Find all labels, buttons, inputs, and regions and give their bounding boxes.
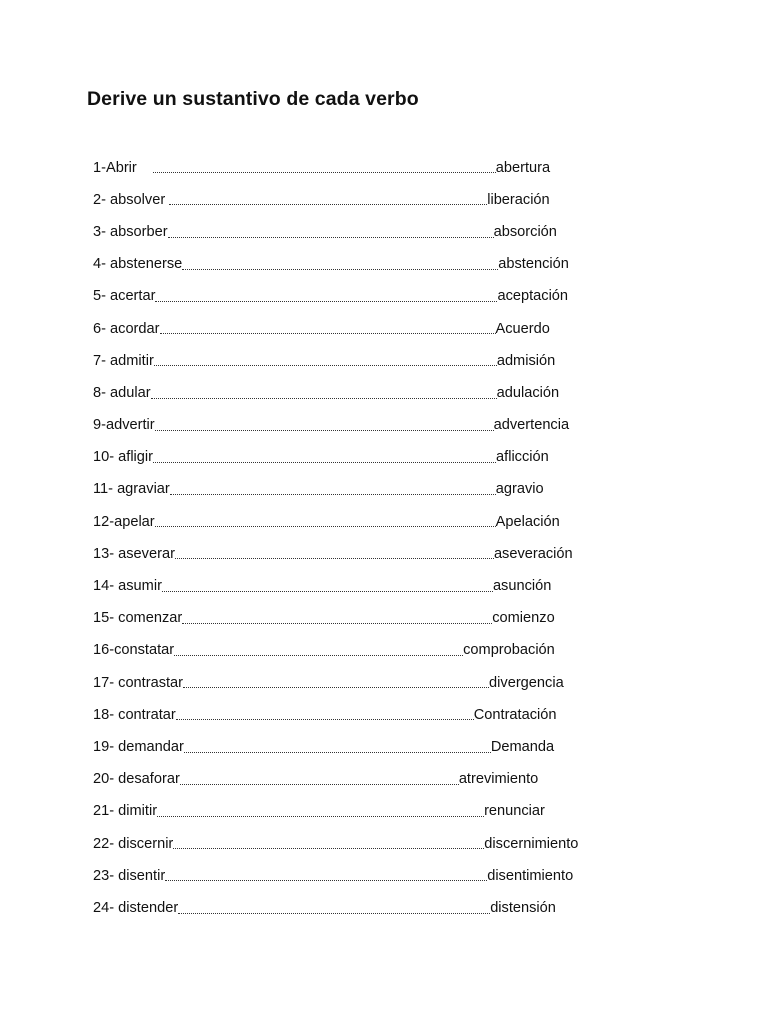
dotted-leader [178,913,490,914]
verb-noun-list [93,143,633,916]
noun-answer: Apelación [495,513,560,530]
list-item [93,658,633,690]
dotted-leader [165,880,487,881]
dotted-leader [154,365,497,366]
list-item [93,368,633,400]
dotted-leader [176,719,474,720]
dotted-leader [183,687,489,688]
dotted-leader [157,816,484,817]
dotted-leader [182,269,498,270]
noun-answer: discernimiento [484,835,579,852]
verb-label: 11- agraviar [93,481,170,498]
verb-label: 19- demandar [93,738,184,755]
list-item [93,787,633,819]
noun-answer: divergencia [489,674,564,691]
dotted-leader [155,526,496,527]
verb-label: 10- afligir [93,449,154,466]
list-item [93,207,633,239]
verb-label: 21- dimitir [93,803,158,820]
noun-answer: disentimiento [487,867,574,884]
dotted-leader [174,655,463,656]
verb-label: 6- acordar [93,320,160,337]
verb-label: 5- acertar [93,288,156,305]
noun-answer: aseveración [493,545,573,562]
verb-label: 20- desaforar [93,771,180,788]
list-item [93,497,633,529]
list-item [93,819,633,851]
verb-label: 4- abstenerse [93,256,183,273]
verb-label: 9-advertir [93,417,155,434]
dotted-leader [180,784,459,785]
list-item [93,272,633,304]
verb-label: 18- contratar [93,706,176,723]
dotted-leader [184,752,491,753]
list-item [93,690,633,722]
dotted-leader [170,494,496,495]
list-item [93,304,633,336]
verb-label: 8- adular [93,384,151,401]
verb-label: 3- absorber [93,223,168,240]
list-item [93,755,633,787]
verb-label: 16-constatar [93,642,175,659]
dotted-leader [160,333,496,334]
list-item [93,433,633,465]
list-item [93,143,633,175]
list-item [93,851,633,883]
noun-answer: Acuerdo [495,320,550,337]
noun-answer: Demanda [490,738,555,755]
noun-answer: absorción [493,223,557,240]
verb-label: 23- disentir [93,867,166,884]
list-item [93,529,633,561]
dotted-leader [155,301,497,302]
noun-answer: adulación [496,384,560,401]
verb-label: 24- distender [93,899,179,916]
dotted-leader [175,558,494,559]
list-item [93,401,633,433]
noun-answer: advertencia [493,417,570,434]
verb-label: 22- discernir [93,835,174,852]
noun-answer: comprobación [463,642,555,659]
noun-answer: Contratación [473,706,557,723]
noun-answer: agravio [495,481,544,498]
list-item [93,240,633,272]
verb-label: 12-apelar [93,513,155,530]
dotted-leader [151,398,497,399]
dotted-leader [155,430,494,431]
noun-answer: comienzo [492,610,555,627]
noun-answer: atrevimiento [458,771,539,788]
verb-label: 13- aseverar [93,545,175,562]
dotted-leader [162,591,493,592]
noun-answer: abertura [495,159,551,176]
dotted-leader [153,172,496,173]
noun-answer: abstención [498,256,569,273]
dotted-leader [169,204,487,205]
dotted-leader [173,848,484,849]
list-item [93,883,633,915]
list-item [93,594,633,626]
noun-answer: liberación [487,191,550,208]
page-title: Derive un sustantivo de cada verbo [87,88,419,110]
list-item [93,722,633,754]
verb-label: 7- admitir [93,352,154,369]
list-item [93,175,633,207]
noun-answer: admisión [496,352,556,369]
dotted-leader [182,623,492,624]
verb-label: 1-Abrir [93,159,137,176]
list-item [93,465,633,497]
verb-label: 15- comenzar [93,610,183,627]
dotted-leader [153,462,496,463]
verb-label: 2- absolver [93,191,166,208]
noun-answer: aceptación [497,288,569,305]
noun-answer: asunción [492,578,552,595]
verb-label: 17- contrastar [93,674,184,691]
list-item [93,561,633,593]
noun-answer: renunciar [484,803,545,820]
dotted-leader [168,237,494,238]
noun-answer: distensión [490,899,556,916]
list-item [93,626,633,658]
list-item [93,336,633,368]
verb-label: 14- asumir [93,578,162,595]
noun-answer: aflicción [496,449,549,466]
